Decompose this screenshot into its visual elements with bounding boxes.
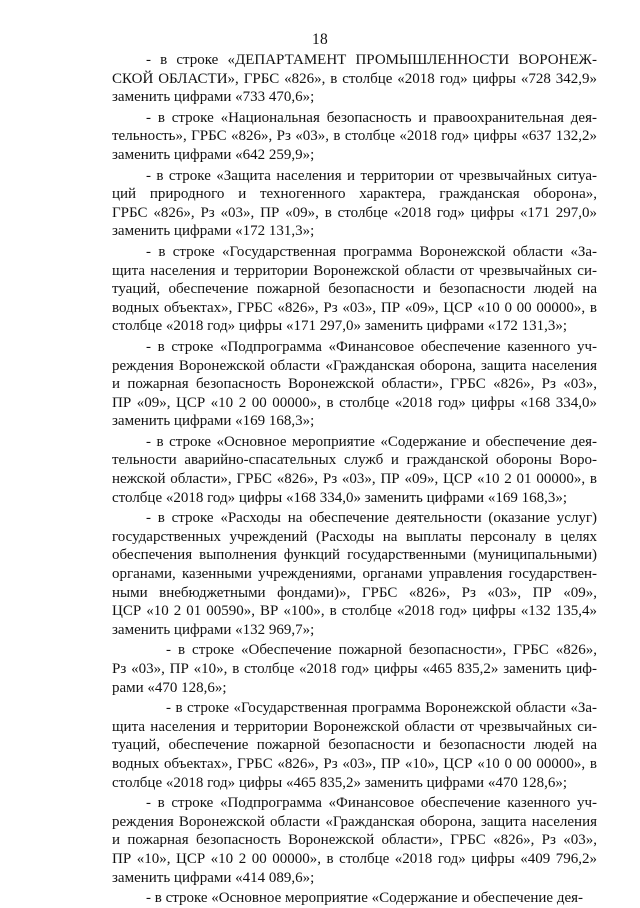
- paragraph-line: - в строке «Подпрограмма «Финансовое обеспечение казенного уч-: [146, 338, 597, 355]
- document-body: [112, 51, 597, 908]
- amendment-paragraph: [112, 51, 597, 107]
- paragraph-line: ПР «09», ЦСР «10 2 00 00000», в столбце «2018 год» цифры «168 334,0»: [112, 394, 597, 411]
- paragraph-line: столбце «2018 год» цифры «168 334,0» заменить цифрами «169 168,3»;: [112, 489, 568, 506]
- amendment-paragraph: [112, 699, 597, 792]
- paragraph-line: ПР «10», ЦСР «10 2 00 00000», в столбце «2018 год» цифры «409 796,2»: [112, 850, 597, 867]
- paragraph-line: столбце «2018 год» цифры «465 835,2» заменить цифрами «470 128,6»;: [112, 774, 568, 791]
- paragraph-line: - в строке «ДЕПАРТАМЕНТ ПРОМЫШЛЕННОСТИ ВОРОНЕЖ-: [146, 52, 597, 68]
- amendment-paragraph: [112, 509, 597, 639]
- paragraph-line: заменить цифрами «132 969,7»;: [112, 621, 315, 638]
- paragraph-line: и пожарная безопасность Воронежской области», ГРБС «826», Рз «03»,: [112, 376, 597, 393]
- paragraph-line: - в строке «Защита населения и территории от чрезвычайных ситуа-: [146, 167, 597, 184]
- paragraph-line: заменить цифрами «642 259,9»;: [112, 146, 315, 163]
- paragraph-line: - в строке «Основное мероприятие «Содержание и обеспечение дея-: [146, 890, 584, 907]
- paragraph-line: заменить цифрами «414 089,6»;: [112, 869, 315, 886]
- paragraph-line: туаций, обеспечение пожарной безопасности и безопасности людей на: [112, 281, 597, 298]
- amendment-paragraph: [112, 641, 597, 697]
- paragraph-line: туаций, обеспечение пожарной безопасности и безопасности людей на: [112, 737, 597, 754]
- paragraph-line: - в строке «Расходы на обеспечение деятельности (оказание услуг): [146, 510, 597, 527]
- amendment-paragraph: [112, 433, 597, 507]
- amendment-paragraph: [112, 338, 597, 431]
- paragraph-line: и пожарная безопасность Воронежской области», ГРБС «826», Рз «03»,: [112, 832, 597, 849]
- paragraph-line: заменить цифрами «733 470,6»;: [112, 89, 315, 106]
- paragraph-line: Рз «03», ПР «10», в столбце «2018 год» цифры «465 835,2» заменить циф-: [112, 661, 597, 677]
- paragraph-line: реждения Воронежской области «Гражданская оборона, защита населения: [112, 357, 597, 374]
- amendment-paragraph: [112, 243, 597, 336]
- paragraph-line: водных объектах», ГРБС «826», Рз «03», ПР «10», ЦСР «10 0 00 00000», в: [112, 755, 597, 772]
- paragraph-line: ГРБС «826», Рз «03», ПР «09», в столбце «2018 год» цифры «171 297,0»: [112, 204, 597, 221]
- paragraph-line: рами «470 128,6»;: [112, 679, 227, 696]
- paragraph-line: тельность», ГРБС «826», Рз «03», в столбце «2018 год» цифры «637 132,2»: [112, 128, 597, 145]
- paragraph-line: нежской области», ГРБС «826», Рз «03», ПР «09», ЦСР «10 2 01 00000», в: [112, 471, 597, 488]
- paragraph-line: - в строке «Основное мероприятие «Содержание и обеспечение дея-: [146, 433, 597, 450]
- paragraph-line: заменить цифрами «172 131,3»;: [112, 223, 315, 240]
- paragraph-line: органами, казенными учреждениями, органами управления государствен-: [112, 566, 597, 583]
- paragraph-line: заменить цифрами «169 168,3»;: [112, 413, 315, 430]
- paragraph-line: щита населения и территории Воронежской области от чрезвычайных си-: [112, 262, 597, 279]
- paragraph-line: ций природного и техногенного характера, гражданская оборона»,: [112, 186, 597, 203]
- paragraph-line: столбце «2018 год» цифры «171 297,0» заменить цифрами «172 131,3»;: [112, 318, 568, 335]
- page-number: 18: [311, 31, 329, 48]
- paragraph-line: - в строке «Государственная программа Воронежской области «За-: [166, 700, 597, 717]
- paragraph-line: государственных учреждений (Расходы на выплаты персоналу в целях: [112, 528, 597, 545]
- paragraph-line: - в строке «Обеспечение пожарной безопасности», ГРБС «826»,: [166, 642, 597, 659]
- paragraph-line: щита населения и территории Воронежской области от чрезвычайных си-: [112, 718, 597, 735]
- paragraph-line: обеспечения выполнения функций государственными (муниципальными): [112, 547, 597, 564]
- amendment-paragraph: [112, 794, 597, 887]
- paragraph-line: - в строке «Государственная программа Воронежской области «За-: [146, 243, 597, 260]
- amendment-paragraph: [112, 167, 597, 241]
- paragraph-line: - в строке «Национальная безопасность и правоохранительная дея-: [146, 109, 597, 126]
- paragraph-line: водных объектах», ГРБС «826», Рз «03», ПР «09», ЦСР «10 0 00 00000», в: [112, 299, 597, 316]
- paragraph-line: тельности аварийно-спасательных служб и гражданской обороны Воро-: [112, 452, 597, 469]
- paragraph-line: ными внебюджетными фондами)», ГРБС «826», Рз «03», ПР «09»,: [112, 584, 597, 601]
- paragraph-line: - в строке «Подпрограмма «Финансовое обеспечение казенного уч-: [146, 795, 597, 812]
- amendment-paragraph: [112, 109, 597, 165]
- paragraph-line: реждения Воронежской области «Гражданская оборона, защита населения: [112, 813, 597, 830]
- paragraph-line: СКОЙ ОБЛАСТИ», ГРБС «826», в столбце «2018 год» цифры «728 342,9»: [112, 70, 597, 87]
- amendment-paragraph: [112, 889, 597, 908]
- paragraph-line: ЦСР «10 2 01 00590», ВР «100», в столбце «2018 год» цифры «132 135,4»: [112, 603, 597, 620]
